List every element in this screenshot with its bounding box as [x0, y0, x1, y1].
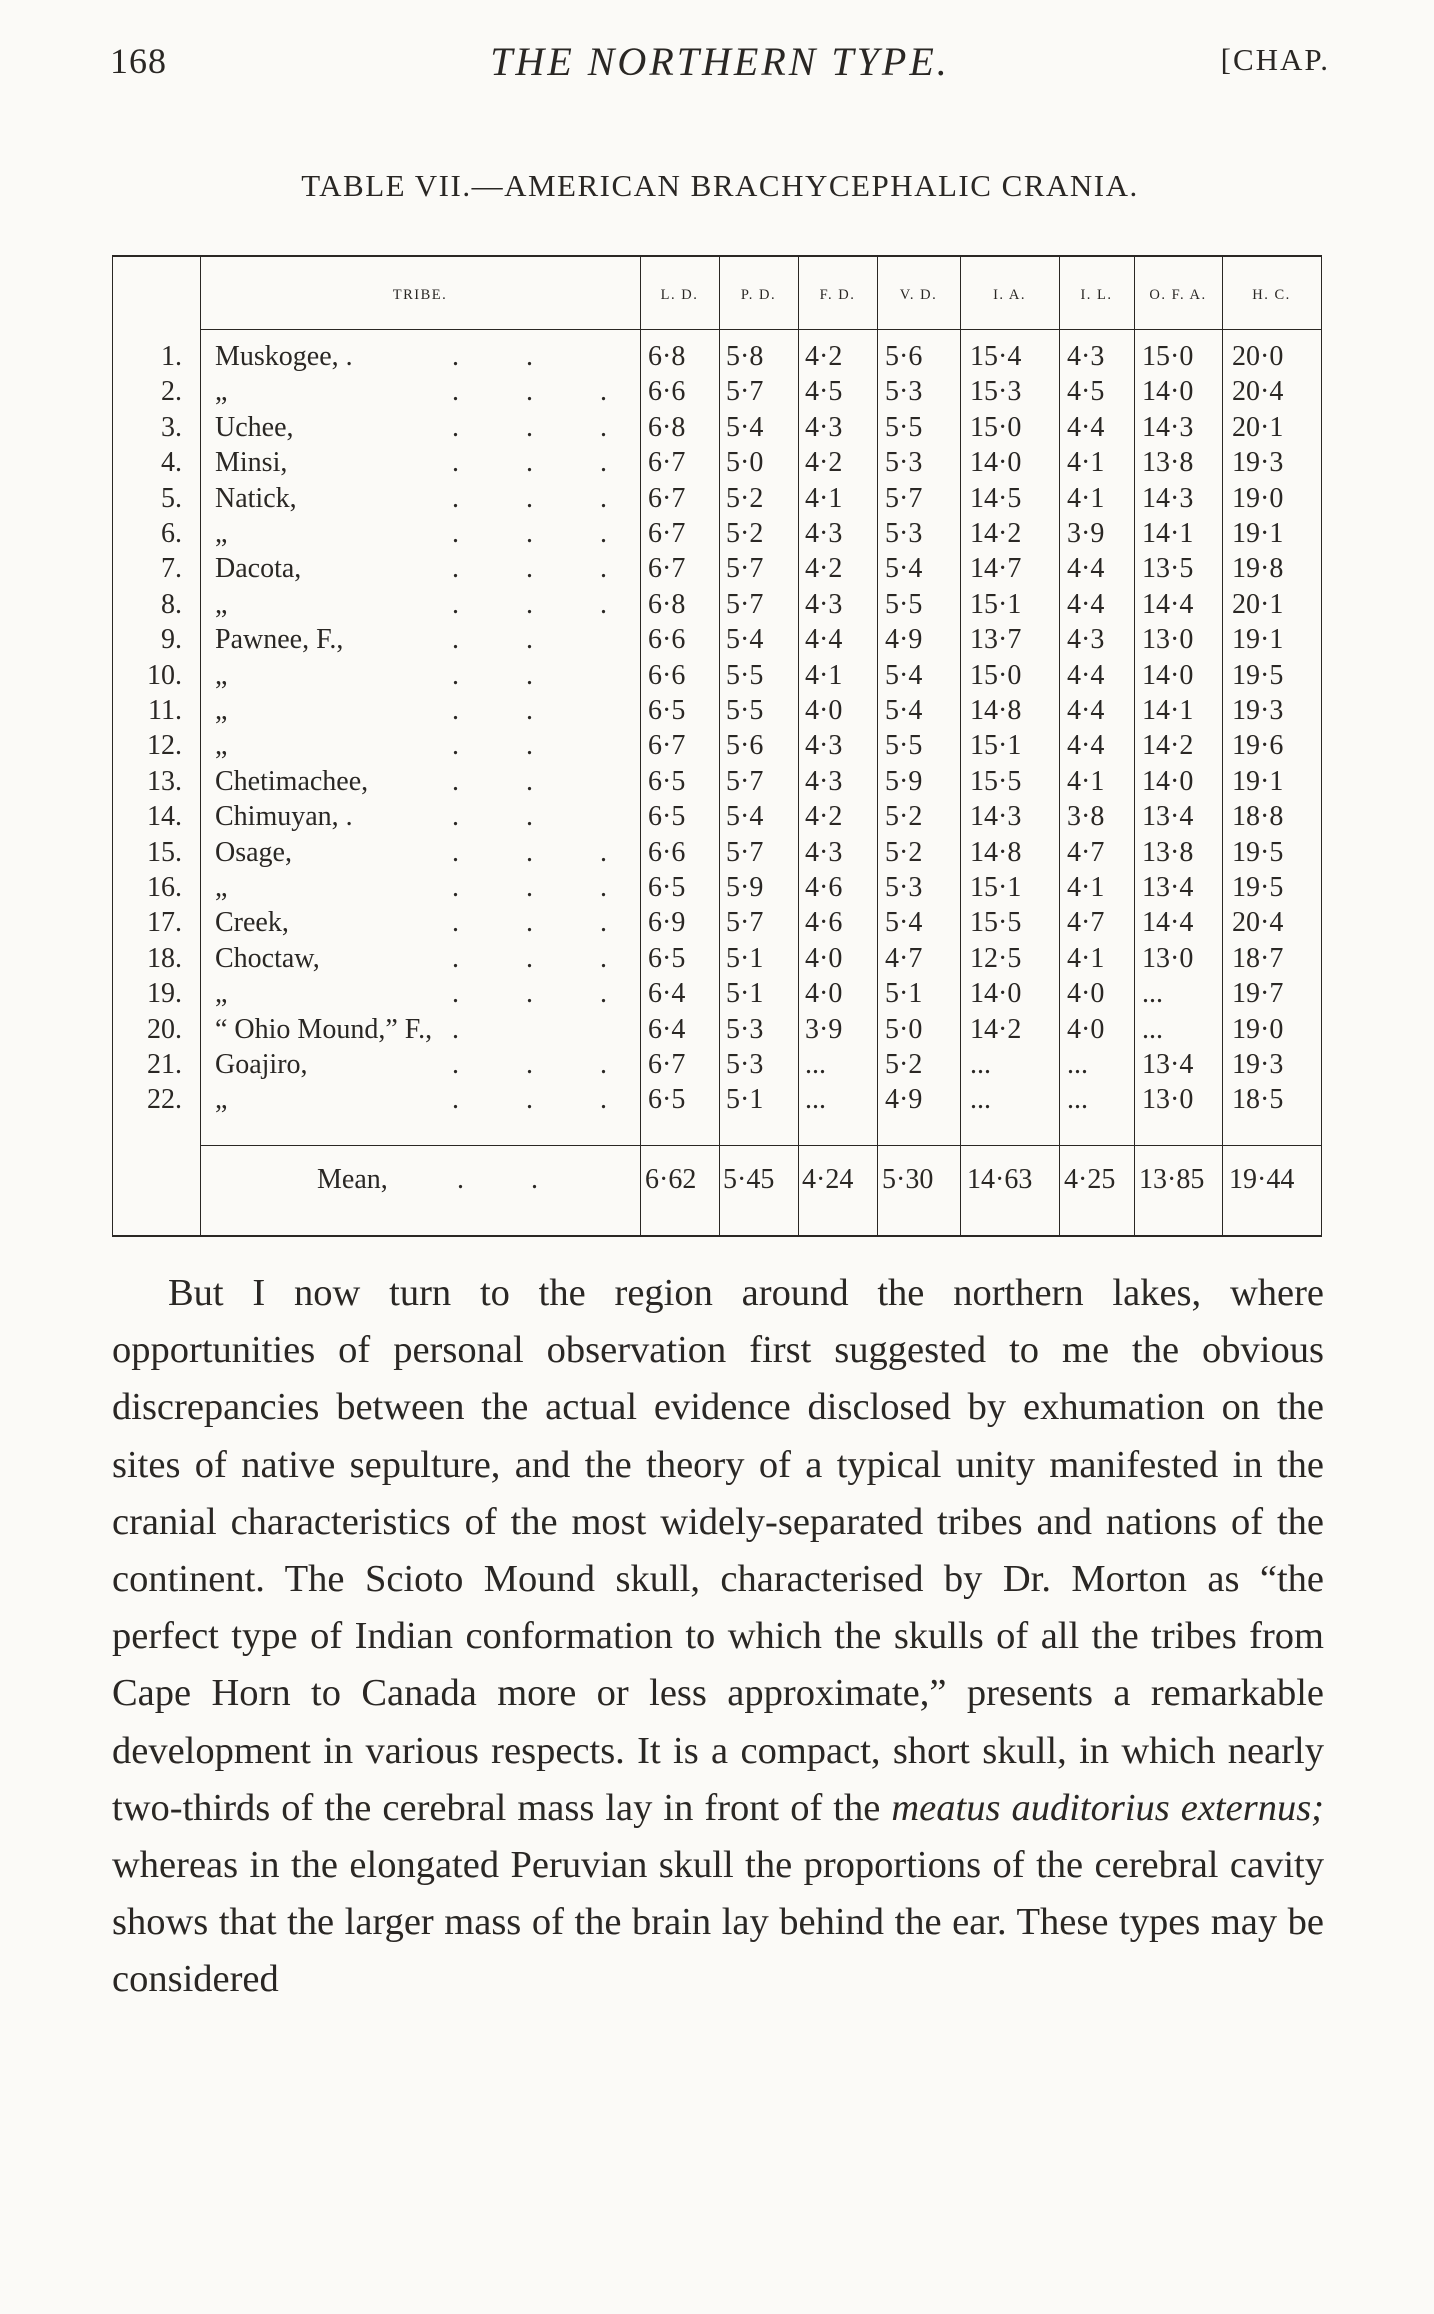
measure-value: 4·1 — [1067, 942, 1105, 974]
measure-value: 14·0 — [1142, 765, 1194, 797]
table-caption: TABLE VII.—AMERICAN BRACHYCEPHALIC CRANIA. — [301, 168, 1139, 203]
paragraph — [112, 1265, 1324, 2009]
table-row — [112, 587, 1322, 622]
measure-value: 14·0 — [970, 978, 1022, 1010]
leader-dots: . . . — [452, 978, 637, 1010]
leader-dots: . . . — [452, 447, 637, 479]
measure-value: 19·8 — [1232, 553, 1284, 585]
tribe-name: Chetimachee, — [215, 765, 369, 797]
measure-value: 6·7 — [648, 447, 686, 479]
table-row — [112, 481, 1322, 516]
leader-dots: . . — [452, 730, 563, 762]
measure-value: 4·7 — [1067, 907, 1105, 939]
measure-value: 14·0 — [1142, 659, 1194, 691]
measure-value: 6·4 — [648, 978, 686, 1010]
measure-value: 15·1 — [970, 872, 1022, 903]
measure-value: 19·5 — [1232, 872, 1284, 903]
column-header-vd: V. D. — [899, 287, 938, 303]
measure-value: 19·1 — [1232, 518, 1284, 549]
italic-phrase: meatus auditorius externus; — [891, 1786, 1325, 1829]
paragraph-text: But I now turn to the region around the northern lakes, where opportunities of personal observation first suggested to me the obvious discrepancies between the actual evidence disclosed by exhumation on the sites of native sepulture, and the theory of a typical unity manifested in the cranial characteristics of the most widely-separated tribes and nations of the continent. The Scioto Mound skull, characterised by Dr. Morton as “the perfect type of Indian conformation to which the skulls of all the tribes from Cape Horn to Canada more or less approximate,” presents a remarkable development in various respects. It is a compact, short skull, in which nearly two-thirds of the cerebral mass lay in front of the — [112, 1272, 1324, 1829]
leader-dots: . . — [452, 659, 563, 691]
tribe-name: Goajiro, — [215, 1049, 308, 1080]
tribe-name: „ — [215, 659, 228, 691]
measure-value: 19·3 — [1232, 1049, 1284, 1080]
table-row — [112, 339, 1322, 374]
column-header-tribe: TRIBE. — [392, 287, 448, 303]
measure-value: 4·4 — [1067, 730, 1105, 762]
measure-value: 4·1 — [1067, 447, 1105, 479]
measure-value: 6·7 — [648, 553, 686, 585]
measure-value: 4·2 — [805, 553, 843, 585]
column-header-il: I. L. — [1080, 287, 1113, 303]
measure-value: 6·6 — [648, 376, 686, 408]
table-row — [112, 658, 1322, 693]
measure-value: 19·7 — [1232, 978, 1284, 1010]
table-row — [112, 374, 1322, 409]
row-number: 3. — [161, 411, 182, 443]
table-row — [112, 905, 1322, 940]
measure-value: 19·6 — [1232, 730, 1284, 762]
row-number: 15. — [147, 836, 182, 868]
leader-dots: . . . — [452, 482, 637, 514]
row-number: 9. — [161, 624, 182, 656]
measure-value: 4·3 — [805, 730, 843, 762]
measure-value: 4·0 — [805, 942, 843, 974]
table-row — [112, 976, 1322, 1011]
leader-dots: . . . — [452, 907, 637, 939]
row-number: 21. — [147, 1049, 182, 1080]
mean-value: 5·45 — [723, 1164, 775, 1195]
measure-value: ... — [1142, 978, 1163, 1010]
page-number: 168 — [110, 41, 167, 81]
measure-value: 12·5 — [970, 942, 1022, 974]
measure-value: ... — [970, 1084, 991, 1116]
measure-value: 5·4 — [726, 801, 764, 833]
table-row — [112, 622, 1322, 657]
row-number: 10. — [147, 659, 182, 691]
measure-value: 3·9 — [805, 1013, 843, 1045]
leader-dots: . . . — [452, 942, 637, 974]
crania-table — [112, 255, 1322, 1237]
mean-value: 6·62 — [645, 1164, 697, 1195]
measure-value: 14·8 — [970, 695, 1022, 726]
mean-value: 13·85 — [1139, 1164, 1205, 1195]
tribe-name: „ — [215, 588, 228, 620]
row-number: 18. — [147, 942, 182, 974]
measure-value: 20·0 — [1232, 341, 1284, 372]
measure-value: 19·1 — [1232, 765, 1284, 797]
mean-value: 14·63 — [967, 1164, 1033, 1195]
measure-value: 18·5 — [1232, 1084, 1284, 1116]
mean-value: 5·30 — [882, 1164, 934, 1195]
measure-value: 5·3 — [885, 376, 923, 408]
measure-value: 4·3 — [805, 588, 843, 620]
measure-value: 19·3 — [1232, 695, 1284, 726]
mean-value: 4·25 — [1064, 1164, 1116, 1195]
measure-value: 13·0 — [1142, 624, 1194, 656]
row-number: 5. — [161, 482, 182, 514]
measure-value: 6·5 — [648, 942, 686, 974]
measure-value: 5·0 — [726, 447, 764, 479]
measure-value: 5·2 — [885, 1049, 923, 1080]
leader-dots: . . . — [452, 1049, 637, 1080]
measure-value: 4·2 — [805, 801, 843, 833]
measure-value: 13·4 — [1142, 1049, 1194, 1080]
tribe-name: Minsi, — [215, 447, 288, 479]
measure-value: 5·2 — [726, 482, 764, 514]
column-header-ld: L. D. — [660, 287, 699, 303]
measure-value: 4·1 — [805, 659, 843, 691]
measure-value: 6·7 — [648, 518, 686, 549]
measure-value: 15·0 — [1142, 341, 1194, 372]
measure-value: 15·1 — [970, 730, 1022, 762]
measure-value: 14·2 — [1142, 730, 1194, 762]
measure-value: 5·5 — [726, 695, 764, 726]
leader-dots: . . — [452, 695, 563, 726]
leader-dots: . . . — [452, 1084, 637, 1116]
measure-value: 6·5 — [648, 695, 686, 726]
table-row — [112, 1012, 1322, 1047]
tribe-name: Pawnee, F., — [215, 624, 344, 656]
measure-value: 5·7 — [726, 553, 764, 585]
measure-value: ... — [1067, 1084, 1088, 1116]
measure-value: 5·7 — [726, 907, 764, 939]
measure-value: 15·5 — [970, 765, 1022, 797]
measure-value: 18·7 — [1232, 942, 1284, 974]
leader-dots: . . . — [452, 376, 637, 408]
measure-value: 5·0 — [885, 1013, 923, 1045]
paragraph-text: whereas in the elongated Peruvian skull the proportions of the cerebral cavity shows that the larger mass of the brain lay behind the ear. These types may be considered — [112, 1844, 1324, 2001]
measure-value: 4·1 — [1067, 872, 1105, 903]
measure-value: 3·8 — [1067, 801, 1105, 833]
measure-value: 4·7 — [1067, 836, 1105, 868]
column-header-ofa: O. F. A. — [1149, 287, 1207, 303]
body-text — [112, 1265, 1324, 2009]
measure-value: 5·4 — [885, 659, 923, 691]
tribe-name: Muskogee, . — [215, 341, 353, 372]
measure-value: 6·4 — [648, 1013, 686, 1045]
row-number: 20. — [147, 1013, 182, 1045]
table-row — [112, 551, 1322, 586]
measure-value: 6·8 — [648, 588, 686, 620]
measure-value: 14·4 — [1142, 588, 1194, 620]
measure-value: 4·7 — [885, 942, 923, 974]
measure-value: 6·6 — [648, 836, 686, 868]
measure-value: 4·2 — [805, 447, 843, 479]
measure-value: 4·6 — [805, 872, 843, 903]
measure-value: 20·4 — [1232, 376, 1284, 408]
mean-value: 4·24 — [802, 1164, 854, 1195]
mean-rule — [200, 1145, 1322, 1146]
measure-value: 14·0 — [970, 447, 1022, 479]
measure-value: 20·4 — [1232, 907, 1284, 939]
row-number: 2. — [161, 376, 182, 408]
row-number: 13. — [147, 765, 182, 797]
measure-value: 5·4 — [885, 907, 923, 939]
table-row — [112, 516, 1322, 551]
measure-value: 5·5 — [726, 659, 764, 691]
measure-value: 4·4 — [1067, 695, 1105, 726]
mean-value: 19·44 — [1229, 1164, 1295, 1195]
measure-value: 14·7 — [970, 553, 1022, 585]
tribe-name: Chimuyan, . — [215, 801, 353, 833]
tribe-name: “ Ohio Mound,” F., — [215, 1013, 433, 1045]
measure-value: 14·2 — [970, 518, 1022, 549]
tribe-name: Natick, — [215, 482, 297, 514]
leader-dots: . . . — [452, 553, 637, 585]
measure-value: 5·7 — [726, 836, 764, 868]
measure-value: 5·5 — [885, 730, 923, 762]
measure-value: 14·8 — [970, 836, 1022, 868]
table-row — [112, 941, 1322, 976]
measure-value: 6·7 — [648, 730, 686, 762]
measure-value: 5·7 — [726, 376, 764, 408]
measure-value: 15·5 — [970, 907, 1022, 939]
leader-dots: . — [452, 1013, 489, 1045]
table-row — [112, 410, 1322, 445]
measure-value: 5·6 — [885, 341, 923, 372]
measure-value: 13·8 — [1142, 836, 1194, 868]
tribe-name: „ — [215, 695, 228, 726]
measure-value: 5·9 — [726, 872, 764, 903]
measure-value: 4·4 — [1067, 588, 1105, 620]
measure-value: 4·3 — [805, 411, 843, 443]
measure-value: 4·2 — [805, 341, 843, 372]
measure-value: 6·8 — [648, 411, 686, 443]
measure-value: 5·8 — [726, 341, 764, 372]
table-row — [112, 728, 1322, 763]
tribe-name: „ — [215, 978, 228, 1010]
table-row — [112, 799, 1322, 834]
measure-value: 13·5 — [1142, 553, 1194, 585]
measure-value: 13·7 — [970, 624, 1022, 656]
measure-value: 13·0 — [1142, 1084, 1194, 1116]
leader-dots: . . — [452, 801, 563, 833]
measure-value: 19·5 — [1232, 836, 1284, 868]
measure-value: 4·3 — [1067, 624, 1105, 656]
measure-value: 5·3 — [726, 1013, 764, 1045]
measure-value: 4·0 — [805, 978, 843, 1010]
table-row — [112, 764, 1322, 799]
measure-value: 15·0 — [970, 659, 1022, 691]
measure-value: 14·1 — [1142, 518, 1194, 549]
measure-value: 5·4 — [885, 553, 923, 585]
measure-value: 5·9 — [885, 765, 923, 797]
row-number: 4. — [161, 447, 182, 479]
leader-dots: . . — [452, 765, 563, 797]
measure-value: 6·5 — [648, 801, 686, 833]
measure-value: 4·5 — [805, 376, 843, 408]
tribe-name: „ — [215, 1084, 228, 1116]
measure-value: 3·9 — [1067, 518, 1105, 549]
measure-value: 5·5 — [885, 411, 923, 443]
measure-value: 4·0 — [1067, 978, 1105, 1010]
measure-value: 4·1 — [805, 482, 843, 514]
measure-value: 19·0 — [1232, 482, 1284, 514]
table-mean-row — [112, 1160, 1322, 1200]
measure-value: 4·9 — [885, 624, 923, 656]
measure-value: 4·3 — [1067, 341, 1105, 372]
table-row — [112, 445, 1322, 480]
measure-value: 5·4 — [885, 695, 923, 726]
leader-dots: . . . — [452, 872, 637, 903]
measure-value: 14·4 — [1142, 907, 1194, 939]
measure-value: 20·1 — [1232, 588, 1284, 620]
mean-leader-dots: . . — [457, 1164, 568, 1195]
measure-value: 15·0 — [970, 411, 1022, 443]
measure-value: 6·8 — [648, 341, 686, 372]
measure-value: 15·4 — [970, 341, 1022, 372]
row-number: 7. — [161, 553, 182, 585]
row-number: 14. — [147, 801, 182, 833]
tribe-name: Choctaw, — [215, 942, 320, 974]
column-header-pd: P. D. — [740, 287, 777, 303]
measure-value: 5·3 — [726, 1049, 764, 1080]
column-header-fd: F. D. — [819, 287, 856, 303]
row-number: 6. — [161, 518, 182, 549]
measure-value: 14·3 — [970, 801, 1022, 833]
table-row — [112, 1047, 1322, 1082]
measure-value: 5·1 — [726, 942, 764, 974]
measure-value: 13·4 — [1142, 801, 1194, 833]
row-number: 12. — [147, 730, 182, 762]
row-number: 17. — [147, 907, 182, 939]
column-header-hc: H. C. — [1252, 287, 1291, 303]
leader-dots: . . — [452, 624, 563, 656]
measure-value: 4·3 — [805, 518, 843, 549]
measure-value: 4·6 — [805, 907, 843, 939]
measure-value: ... — [1067, 1049, 1088, 1080]
measure-value: 6·5 — [648, 765, 686, 797]
measure-value: ... — [805, 1084, 826, 1116]
measure-value: 13·4 — [1142, 872, 1194, 903]
measure-value: 5·4 — [726, 624, 764, 656]
measure-value: 5·1 — [726, 1084, 764, 1116]
measure-value: 5·2 — [885, 836, 923, 868]
measure-value: 14·1 — [1142, 695, 1194, 726]
measure-value: ... — [1142, 1013, 1163, 1045]
measure-value: 5·3 — [885, 518, 923, 549]
running-title: THE NORTHERN TYPE. — [490, 39, 950, 84]
tribe-name: „ — [215, 872, 228, 903]
measure-value: 13·0 — [1142, 942, 1194, 974]
measure-value: 5·6 — [726, 730, 764, 762]
header-rule — [200, 329, 1322, 330]
measure-value: 4·0 — [805, 695, 843, 726]
table-row — [112, 870, 1322, 905]
row-number: 1. — [161, 341, 182, 372]
measure-value: 5·3 — [885, 447, 923, 479]
measure-value: 18·8 — [1232, 801, 1284, 833]
measure-value: 5·7 — [726, 588, 764, 620]
measure-value: 4·0 — [1067, 1013, 1105, 1045]
row-number: 8. — [161, 588, 182, 620]
measure-value: 5·2 — [726, 518, 764, 549]
measure-value: 6·7 — [648, 1049, 686, 1080]
tribe-name: Uchee, — [215, 411, 294, 443]
measure-value: 4·4 — [805, 624, 843, 656]
measure-value: 4·4 — [1067, 411, 1105, 443]
measure-value: 5·1 — [726, 978, 764, 1010]
measure-value: 20·1 — [1232, 411, 1284, 443]
measure-value: 6·6 — [648, 624, 686, 656]
measure-value: 5·5 — [885, 588, 923, 620]
leader-dots: . . — [452, 341, 563, 372]
measure-value: 5·4 — [726, 411, 764, 443]
measure-value: 14·3 — [1142, 482, 1194, 514]
column-header-ia: I. A. — [993, 287, 1026, 303]
row-number: 22. — [147, 1084, 182, 1116]
measure-value: 19·3 — [1232, 447, 1284, 479]
leader-dots: . . . — [452, 518, 637, 549]
leader-dots: . . . — [452, 411, 637, 443]
measure-value: 4·9 — [885, 1084, 923, 1116]
measure-value: 5·2 — [885, 801, 923, 833]
measure-value: 5·1 — [885, 978, 923, 1010]
measure-value: 4·1 — [1067, 765, 1105, 797]
running-head — [110, 30, 1330, 90]
chapter-marker: [CHAP. — [1220, 42, 1330, 77]
measure-value: 4·3 — [805, 836, 843, 868]
measure-value: 4·3 — [805, 765, 843, 797]
measure-value: 6·6 — [648, 659, 686, 691]
table-row — [112, 1082, 1322, 1117]
row-number: 11. — [148, 695, 182, 726]
measure-value: 14·0 — [1142, 376, 1194, 408]
measure-value: 15·1 — [970, 588, 1022, 620]
row-number: 19. — [147, 978, 182, 1010]
tribe-name: „ — [215, 518, 228, 549]
measure-value: ... — [805, 1049, 826, 1080]
mean-label: Mean, — [317, 1164, 388, 1195]
measure-value: 14·5 — [970, 482, 1022, 514]
measure-value: 4·4 — [1067, 553, 1105, 585]
table-row — [112, 835, 1322, 870]
table-row — [112, 693, 1322, 728]
measure-value: 5·3 — [885, 872, 923, 903]
tribe-name: „ — [215, 730, 228, 762]
measure-value: 6·7 — [648, 482, 686, 514]
leader-dots: . . . — [452, 836, 637, 868]
measure-value: 6·5 — [648, 1084, 686, 1116]
measure-value: 15·3 — [970, 376, 1022, 408]
measure-value: 4·4 — [1067, 659, 1105, 691]
measure-value: ... — [970, 1049, 991, 1080]
tribe-name: Creek, — [215, 907, 289, 939]
measure-value: 5·7 — [726, 765, 764, 797]
measure-value: 6·5 — [648, 872, 686, 903]
leader-dots: . . . — [452, 588, 637, 620]
measure-value: 5·7 — [885, 482, 923, 514]
measure-value: 4·5 — [1067, 376, 1105, 408]
tribe-name: Osage, — [215, 836, 292, 868]
tribe-name: „ — [215, 376, 228, 408]
measure-value: 19·1 — [1232, 624, 1284, 656]
measure-value: 19·5 — [1232, 659, 1284, 691]
measure-value: 19·0 — [1232, 1013, 1284, 1045]
measure-value: 13·8 — [1142, 447, 1194, 479]
measure-value: 14·2 — [970, 1013, 1022, 1045]
measure-value: 4·1 — [1067, 482, 1105, 514]
measure-value: 14·3 — [1142, 411, 1194, 443]
row-number: 16. — [147, 872, 182, 903]
tribe-name: Dacota, — [215, 553, 302, 585]
measure-value: 6·9 — [648, 907, 686, 939]
